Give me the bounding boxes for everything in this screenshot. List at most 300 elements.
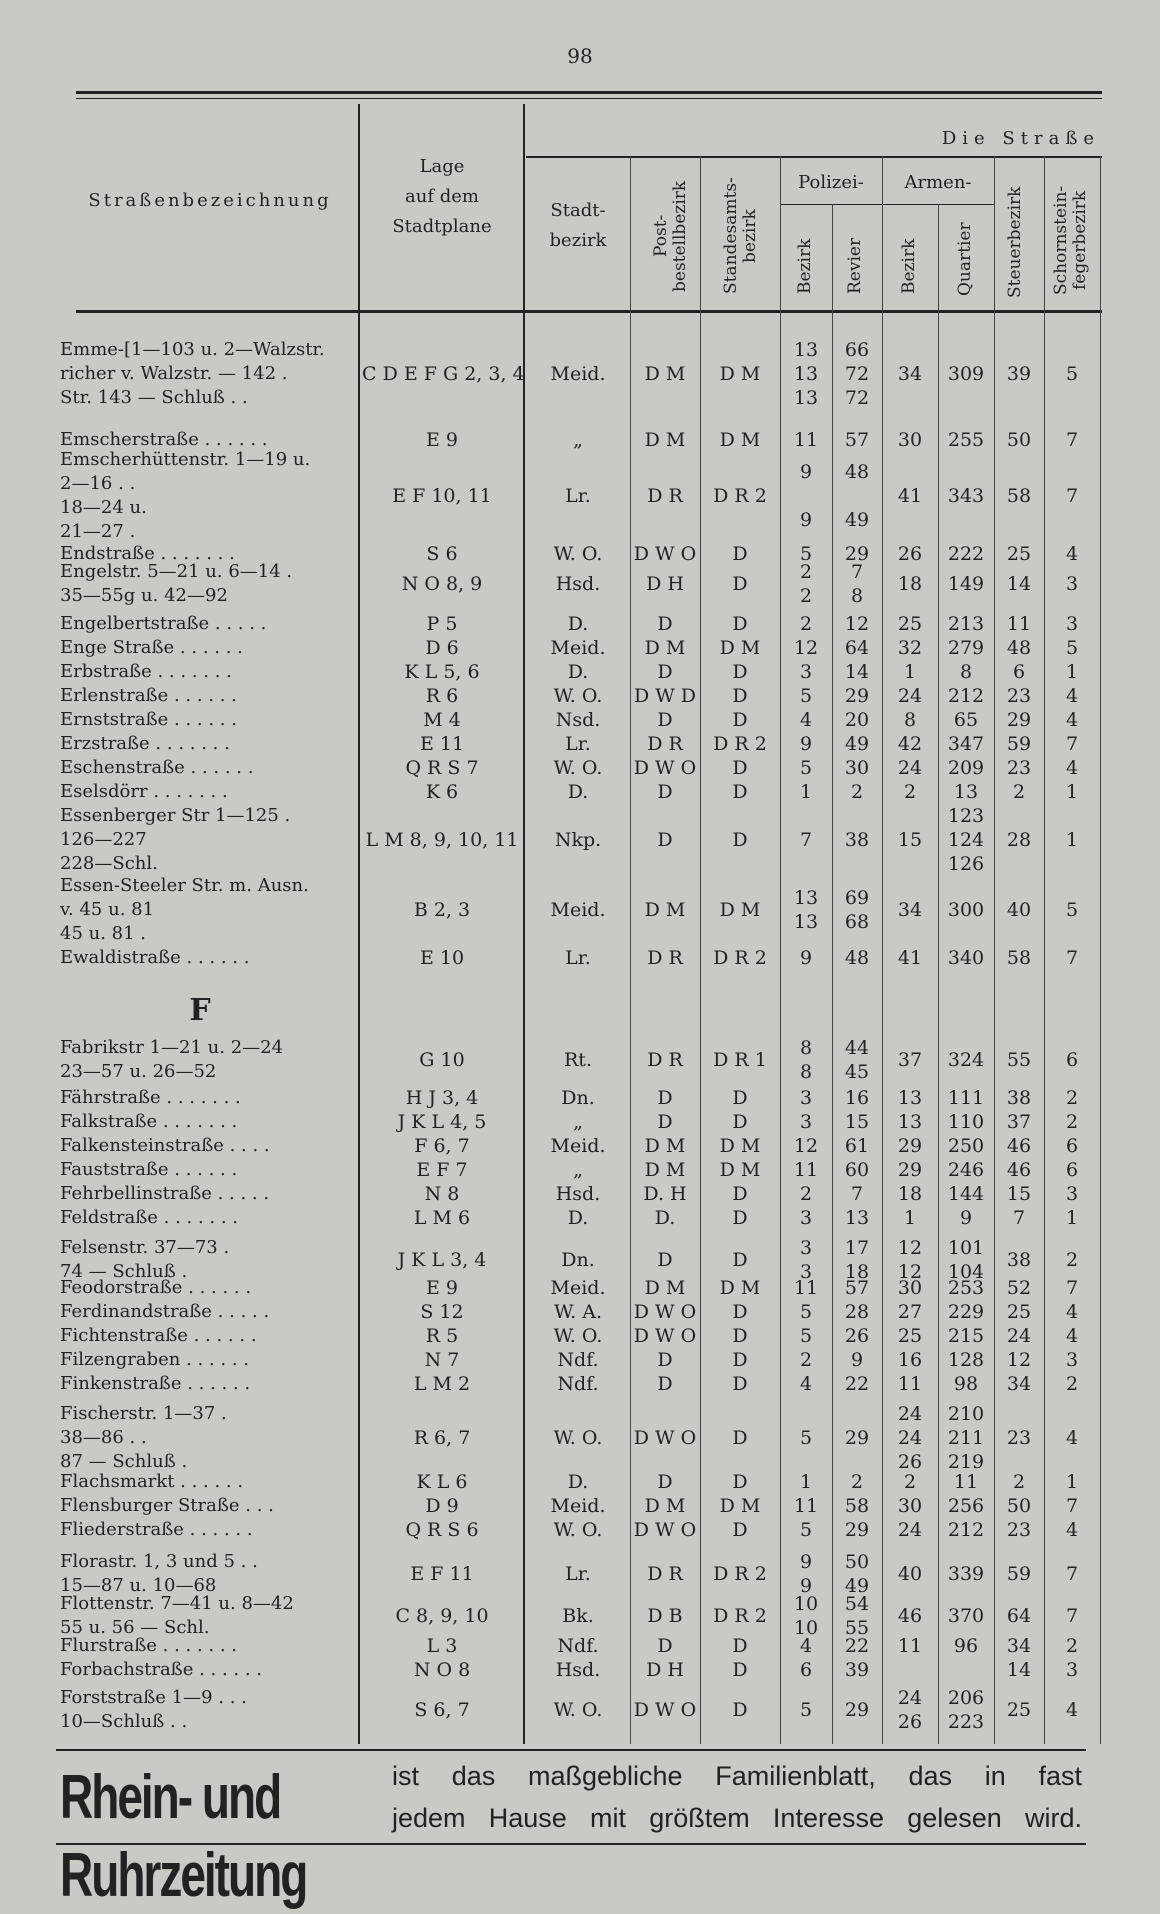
cell-quart: 253 (947, 1277, 985, 1299)
cell-stand: D R 2 (713, 485, 767, 507)
cell-plan: E 11 (419, 733, 465, 755)
cell-stand: D R 2 (713, 1563, 767, 1585)
cell-post: D R (647, 733, 683, 755)
cell-post: D. (654, 1207, 676, 1229)
cell-stand: D (732, 781, 748, 803)
cell-pbez: 3 3 (799, 1237, 813, 1283)
cell-name: Essen-Steeler Str. m. Ausn. v. 45 u. 81 45 u. 81 . (60, 875, 309, 944)
cell-post: D W O (633, 1519, 697, 1541)
cell-schorn: 5 (1065, 899, 1079, 921)
cell-quart: 246 (947, 1159, 985, 1181)
table-row (0, 1324, 1160, 1348)
table-row (0, 946, 1160, 970)
cell-plan: E 9 (426, 1277, 458, 1299)
cell-stand: D (732, 1111, 748, 1133)
cell-steu: 58 (1006, 485, 1032, 507)
cell-pbez: 5 (799, 1519, 813, 1541)
cell-plan: C D E F G 2, 3, 4 (362, 363, 525, 385)
table-row (0, 684, 1160, 708)
table-row (0, 1134, 1160, 1158)
cell-rev: 50 49 (844, 1551, 870, 1597)
cell-pbez: 12 (793, 637, 819, 659)
cell-abez: 42 (897, 733, 923, 755)
cell-rev: 13 (844, 1207, 870, 1229)
cell-pbez: 12 (793, 1135, 819, 1157)
cell-post: D W D (633, 685, 697, 707)
cell-name: Falkensteinstraße . . . . (60, 1135, 270, 1156)
cell-post: D (657, 1349, 673, 1371)
cell-rev: 54 55 (844, 1593, 870, 1639)
cell-quart: 11 (953, 1471, 979, 1493)
cell-pbez: 13 13 13 (793, 339, 819, 409)
cell-steu: 48 (1006, 637, 1032, 659)
cell-pbez: 11 (793, 1495, 819, 1517)
cell-pbez: 2 (799, 1349, 813, 1371)
cell-steu: 59 (1006, 1563, 1032, 1585)
cell-stadt: Bk. (562, 1605, 594, 1627)
cell-stand: D (732, 1373, 748, 1395)
cell-steu: 50 (1006, 429, 1032, 451)
cell-stand: D (732, 661, 748, 683)
cell-post: D (657, 1111, 673, 1133)
cell-rev: 48 (844, 947, 870, 969)
cell-post: D W O (633, 1325, 697, 1347)
table-row (0, 732, 1160, 756)
cell-name: Flurstraße . . . . . . . (60, 1635, 238, 1656)
cell-quart: 96 (953, 1635, 979, 1657)
cell-post: D W O (633, 1427, 697, 1449)
ad-brand: Rhein- und Ruhrzeitung (60, 1761, 307, 1910)
cell-schorn: 5 (1065, 363, 1079, 385)
cell-schorn: 4 (1065, 1325, 1079, 1347)
cell-stadt: „ (573, 1159, 583, 1181)
cell-stand: D (732, 757, 748, 779)
cell-schorn: 7 (1065, 947, 1079, 969)
cell-stand: D R 2 (713, 733, 767, 755)
cell-schorn: 1 (1065, 1471, 1079, 1493)
cell-steu: 23 (1006, 685, 1032, 707)
cell-stadt: Lr. (565, 1563, 591, 1585)
cell-abez: 32 (897, 637, 923, 659)
cell-stadt: Nkp. (554, 829, 602, 851)
cell-stand: D (732, 543, 748, 565)
cell-schorn: 7 (1065, 485, 1079, 507)
cell-stadt: D. (567, 781, 589, 803)
cell-plan: D 9 (425, 1495, 459, 1517)
cell-plan: P 5 (426, 613, 458, 635)
cell-quart: 213 (947, 613, 985, 635)
ad-line-1: ist das maßgebliche Familienblatt, das in fast (392, 1761, 1082, 1791)
cell-schorn: 7 (1065, 1277, 1079, 1299)
cell-steu: 46 (1006, 1135, 1032, 1157)
cell-name: Fabrikstr 1—21 u. 2—24 23—57 u. 26—52 (60, 1037, 284, 1082)
cell-plan: K 6 (425, 781, 459, 803)
cell-stadt: „ (573, 429, 583, 451)
cell-steu: 25 (1006, 1699, 1032, 1721)
cell-schorn: 4 (1065, 543, 1079, 565)
cell-quart: 128 (947, 1349, 985, 1371)
cell-name: Ernststraße . . . . . . (60, 709, 237, 730)
section-letter: F (189, 993, 211, 1028)
cell-abez: 13 (897, 1087, 923, 1109)
cell-stand: D M (719, 1495, 761, 1517)
table-row (0, 780, 1160, 804)
cell-stadt: Dn. (561, 1087, 595, 1109)
cell-schorn: 2 (1065, 1373, 1079, 1395)
header-arm-quartier: Quartier (955, 222, 975, 296)
cell-post: D (657, 661, 673, 683)
cell-name: Flensburger Straße . . . (60, 1495, 274, 1516)
cell-abez: 15 (897, 829, 923, 851)
cell-steu: 6 (1012, 661, 1026, 683)
cell-steu: 46 (1006, 1159, 1032, 1181)
cell-schorn: 4 (1065, 1519, 1079, 1541)
cell-post: D R (647, 1563, 683, 1585)
cell-post: D (657, 1373, 673, 1395)
cell-abez: 27 (897, 1301, 923, 1323)
cell-stadt: Ndf. (557, 1349, 599, 1371)
table-row (0, 1182, 1160, 1206)
table-row (0, 1158, 1160, 1182)
cell-post: D B (647, 1605, 683, 1627)
cell-rev: 39 (844, 1659, 870, 1681)
table-row (0, 804, 1160, 876)
cell-abez: 25 (897, 1325, 923, 1347)
cell-quart: 144 (947, 1183, 985, 1205)
cell-steu: 58 (1006, 947, 1032, 969)
cell-pbez: 2 (799, 613, 813, 635)
advertisement (56, 1749, 1086, 1910)
cell-rev: 58 (844, 1495, 870, 1517)
cell-stadt: Meid. (550, 899, 606, 921)
cell-schorn: 4 (1065, 1699, 1079, 1721)
cell-rev: 29 (844, 1427, 870, 1449)
cell-schorn: 7 (1065, 429, 1079, 451)
cell-quart: 123 124 126 (947, 805, 985, 875)
cell-plan: R 6, 7 (413, 1427, 471, 1449)
cell-abez: 30 (897, 1277, 923, 1299)
cell-rev: 15 (844, 1111, 870, 1133)
cell-plan: Q R S 7 (405, 757, 479, 779)
cell-pbez: 5 (799, 1699, 813, 1721)
cell-pbez: 1 (799, 781, 813, 803)
cell-stand: D (732, 1325, 748, 1347)
header-location-line1: Lage (419, 156, 465, 177)
cell-stand: D (732, 829, 748, 851)
cell-stadt: „ (573, 1111, 583, 1133)
cell-name: Emscherhüttenstr. 1—19 u. 2—16 . . 18—24 u. 21—27 . (60, 449, 311, 542)
cell-stand: D (732, 613, 748, 635)
cell-stadt: Nsd. (555, 709, 601, 731)
cell-pbez: 9 (799, 733, 813, 755)
cell-plan: L M 8, 9, 10, 11 (365, 829, 519, 851)
cell-rev: 69 68 (844, 887, 870, 933)
cell-rev: 2 (850, 781, 864, 803)
cell-post: D (657, 613, 673, 635)
cell-schorn: 4 (1065, 1301, 1079, 1323)
cell-rev: 7 (850, 1183, 864, 1205)
cell-stadt: Rt. (564, 1049, 592, 1071)
cell-name: Fischerstr. 1—37 . 38—86 . . 87 — Schluß . (60, 1403, 227, 1472)
cell-rev: 28 (844, 1301, 870, 1323)
cell-plan: K L 6 (416, 1471, 468, 1493)
cell-stadt: Dn. (561, 1249, 595, 1271)
cell-rev: 20 (844, 709, 870, 731)
cell-plan: S 12 (420, 1301, 464, 1323)
cell-post: D M (644, 429, 686, 451)
cell-quart: 210 211 219 (947, 1403, 985, 1473)
cell-quart: 229 (947, 1301, 985, 1323)
cell-name: Essenberger Str 1—125 . 126—227 228—Schl. (60, 805, 291, 874)
cell-stadt: D. (567, 661, 589, 683)
cell-quart: 215 (947, 1325, 985, 1347)
cell-abez: 24 26 (897, 1687, 923, 1733)
cell-pbez: 5 (799, 1427, 813, 1449)
cell-stand: D (732, 1471, 748, 1493)
cell-name: Endstraße . . . . . . . (60, 543, 235, 564)
cell-steu: 55 (1006, 1049, 1032, 1071)
cell-steu: 50 (1006, 1495, 1032, 1517)
cell-pbez: 3 (799, 1087, 813, 1109)
cell-pbez: 13 13 (793, 887, 819, 933)
cell-schorn: 4 (1065, 757, 1079, 779)
cell-pbez: 9 (799, 947, 813, 969)
cell-schorn: 1 (1065, 1207, 1079, 1229)
cell-post: D M (644, 1277, 686, 1299)
cell-post: D M (644, 899, 686, 921)
cell-pbez: 2 (799, 1183, 813, 1205)
cell-schorn: 2 (1065, 1087, 1079, 1109)
cell-post: D H (646, 573, 684, 595)
cell-plan: L M 2 (413, 1373, 471, 1395)
cell-rev: 16 (844, 1087, 870, 1109)
cell-abez: 2 (903, 1471, 917, 1493)
cell-rev: 17 18 (844, 1237, 870, 1283)
cell-pbez: 4 (799, 709, 813, 731)
cell-plan: C 8, 9, 10 (395, 1605, 489, 1627)
cell-pbez: 3 (799, 1207, 813, 1229)
cell-abez: 8 (903, 709, 917, 731)
cell-plan: R 6 (425, 685, 459, 707)
header-pol-bezirk: Bezirk (795, 238, 815, 294)
cell-quart: 149 (947, 573, 985, 595)
cell-steu: 64 (1006, 1605, 1032, 1627)
cell-stadt: W. O. (553, 1427, 603, 1449)
cell-name: Emme-[1—103 u. 2—Walzstr. richer v. Walzstr. — 142 . Str. 143 — Schluß . . (60, 339, 325, 408)
cell-abez: 26 (897, 543, 923, 565)
cell-plan: S 6 (426, 543, 458, 565)
cell-rev: 48 49 (844, 461, 870, 531)
cell-schorn: 6 (1065, 1049, 1079, 1071)
cell-stadt: W. O. (553, 685, 603, 707)
cell-abez: 1 (903, 661, 917, 683)
cell-steu: 25 (1006, 543, 1032, 565)
cell-pbez: 11 (793, 429, 819, 451)
cell-steu: 2 (1012, 781, 1026, 803)
cell-rev: 26 (844, 1325, 870, 1347)
cell-schorn: 3 (1065, 1349, 1079, 1371)
cell-pbez: 9 9 (799, 461, 813, 531)
header-group-title: Die Straße (941, 128, 1100, 149)
cell-steu: 2 (1012, 1471, 1026, 1493)
cell-quart: 300 (947, 899, 985, 921)
cell-schorn: 2 (1065, 1635, 1079, 1657)
cell-abez: 40 (897, 1563, 923, 1585)
cell-rev: 30 (844, 757, 870, 779)
cell-stadt: W. O. (553, 543, 603, 565)
cell-abez: 29 (897, 1159, 923, 1181)
table-row (0, 660, 1160, 684)
cell-stadt: Lr. (565, 947, 591, 969)
cell-quart: 13 (953, 781, 979, 803)
cell-post: D R (647, 947, 683, 969)
cell-stadt: W. O. (553, 1325, 603, 1347)
header-polizei: Polizei- (798, 172, 864, 193)
table-row (0, 1110, 1160, 1134)
cell-steu: 14 (1006, 1659, 1032, 1681)
cell-abez: 30 (897, 429, 923, 451)
cell-rev: 29 (844, 1699, 870, 1721)
cell-steu: 7 (1012, 1207, 1026, 1229)
cell-plan: N O 8, 9 (401, 573, 483, 595)
cell-rev: 44 45 (844, 1037, 870, 1083)
cell-quart: 212 (947, 685, 985, 707)
cell-pbez: 8 8 (799, 1037, 813, 1083)
cell-name: Florastr. 1, 3 und 5 . . 15—87 u. 10—68 (60, 1551, 258, 1596)
cell-name: Engelstr. 5—21 u. 6—14 . 35—55g u. 42—92 (60, 561, 293, 606)
cell-quart: 110 (947, 1111, 985, 1133)
table-row (0, 1686, 1160, 1734)
cell-schorn: 3 (1065, 1183, 1079, 1205)
table-row (0, 1036, 1160, 1084)
cell-pbez: 6 (799, 1659, 813, 1681)
cell-stand: D (732, 1183, 748, 1205)
cell-post: D R (647, 1049, 683, 1071)
cell-name: Enge Straße . . . . . . (60, 637, 243, 658)
cell-name: Fliederstraße . . . . . . (60, 1519, 253, 1540)
cell-name: Finkenstraße . . . . . . (60, 1373, 251, 1394)
cell-plan: F 6, 7 (414, 1135, 470, 1157)
cell-rev: 49 (844, 733, 870, 755)
cell-schorn: 3 (1065, 1659, 1079, 1681)
cell-name: Emscherstraße . . . . . . (60, 429, 268, 450)
cell-abez: 11 (897, 1373, 923, 1395)
cell-name: Erlenstraße . . . . . . (60, 685, 237, 706)
cell-name: Forbachstraße . . . . . . (60, 1659, 263, 1680)
cell-steu: 23 (1006, 757, 1032, 779)
cell-name: Flottenstr. 7—41 u. 8—42 55 u. 56 — Schl. (60, 1593, 294, 1638)
cell-stand: D (732, 685, 748, 707)
cell-post: D M (644, 637, 686, 659)
cell-pbez: 11 (793, 1277, 819, 1299)
cell-name: Feldstraße . . . . . . . (60, 1207, 239, 1228)
table-row (0, 1276, 1160, 1300)
cell-schorn: 3 (1065, 613, 1079, 635)
table-row (0, 1348, 1160, 1372)
cell-rev: 61 (844, 1135, 870, 1157)
cell-schorn: 7 (1065, 1605, 1079, 1627)
cell-abez: 2 (903, 781, 917, 803)
cell-post: D W O (633, 757, 697, 779)
cell-name: Feodorstraße . . . . . . (60, 1277, 252, 1298)
cell-post: D (657, 829, 673, 851)
cell-stadt: D. (567, 1471, 589, 1493)
cell-stadt: W. A. (553, 1301, 603, 1323)
cell-stadt: Meid. (550, 637, 606, 659)
cell-post: D M (644, 363, 686, 385)
cell-pbez: 9 9 (799, 1551, 813, 1597)
header-street-name: Straßenbezeichnung (88, 190, 332, 211)
cell-stand: D R 2 (713, 947, 767, 969)
cell-plan: E 9 (426, 429, 458, 451)
header-pol-revier: Revier (845, 237, 865, 295)
cell-stand: D (732, 1349, 748, 1371)
cell-pbez: 5 (799, 757, 813, 779)
cell-schorn: 7 (1065, 733, 1079, 755)
cell-stand: D M (719, 1277, 761, 1299)
cell-pbez: 4 (799, 1373, 813, 1395)
cell-plan: J K L 3, 4 (397, 1249, 487, 1271)
cell-abez: 18 (897, 573, 923, 595)
cell-abez: 24 (897, 1519, 923, 1541)
table-row (0, 1206, 1160, 1230)
cell-stand: D (732, 573, 748, 595)
cell-abez: 24 24 26 (897, 1403, 923, 1473)
header-armen: Armen- (904, 172, 972, 193)
cell-pbez: 11 (793, 1159, 819, 1181)
cell-schorn: 3 (1065, 573, 1079, 595)
cell-rev: 14 (844, 661, 870, 683)
cell-steu: 34 (1006, 1635, 1032, 1657)
cell-abez: 24 (897, 685, 923, 707)
cell-steu: 12 (1006, 1349, 1032, 1371)
cell-rev: 7 8 (850, 561, 864, 607)
cell-stadt: W. O. (553, 1519, 603, 1541)
cell-quart: 206 223 (947, 1687, 985, 1733)
table-row (0, 708, 1160, 732)
table-row (0, 1086, 1160, 1110)
table-row (0, 636, 1160, 660)
cell-quart: 347 (947, 733, 985, 755)
cell-quart: 212 (947, 1519, 985, 1541)
cell-name: Fichtenstraße . . . . . . (60, 1325, 257, 1346)
cell-schorn: 1 (1065, 829, 1079, 851)
cell-stand: D (732, 1301, 748, 1323)
cell-abez: 25 (897, 613, 923, 635)
cell-quart: 255 (947, 429, 985, 451)
cell-stand: D R 1 (713, 1049, 767, 1071)
cell-steu: 39 (1006, 363, 1032, 385)
cell-abez: 29 (897, 1135, 923, 1157)
cell-post: D M (644, 1495, 686, 1517)
cell-name: Eschenstraße . . . . . . (60, 757, 254, 778)
cell-abez: 41 (897, 947, 923, 969)
table-row (0, 1372, 1160, 1396)
cell-plan: Q R S 6 (405, 1519, 479, 1541)
cell-schorn: 1 (1065, 661, 1079, 683)
cell-rev: 9 (850, 1349, 864, 1371)
cell-stand: D M (719, 899, 761, 921)
cell-quart: 209 (947, 757, 985, 779)
cell-stadt: D. (567, 613, 589, 635)
cell-steu: 14 (1006, 573, 1032, 595)
header-stadtbezirk-line2: bezirk (549, 230, 607, 251)
cell-stand: D (732, 1699, 748, 1721)
cell-stand: D M (719, 429, 761, 451)
cell-schorn: 5 (1065, 637, 1079, 659)
cell-abez: 11 (897, 1635, 923, 1657)
cell-quart: 250 (947, 1135, 985, 1157)
